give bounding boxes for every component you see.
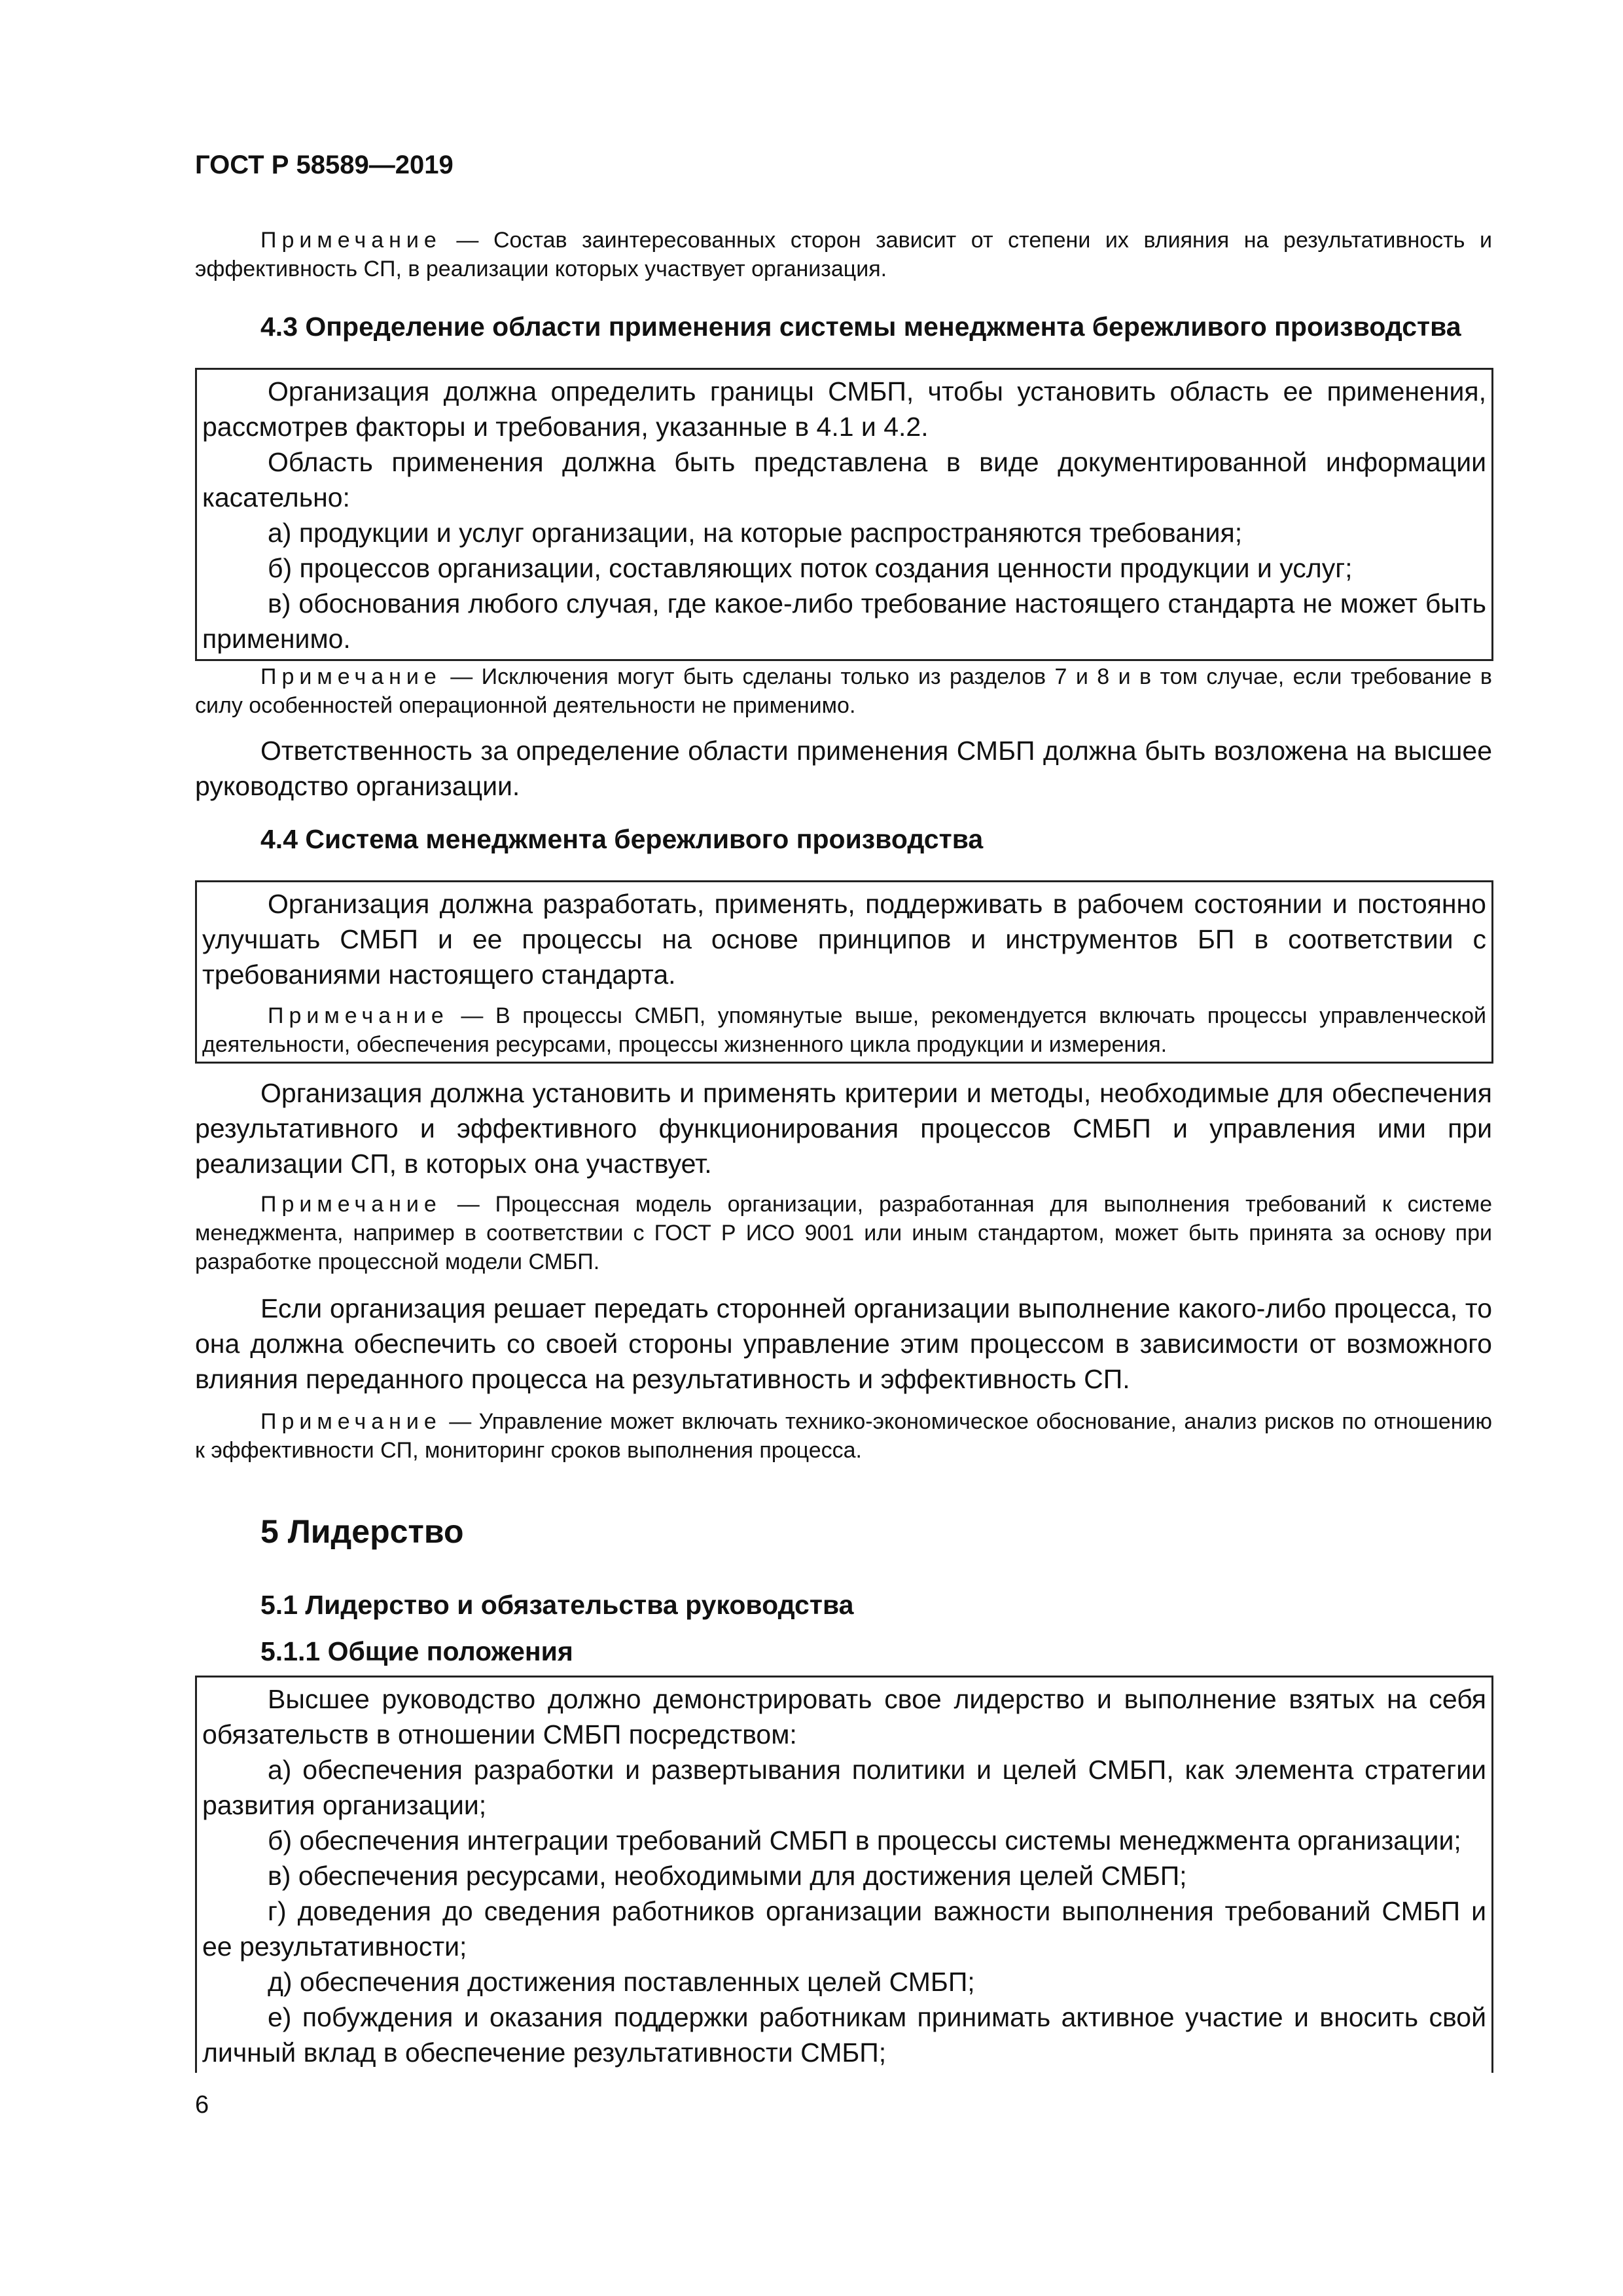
box-paragraph: Организация должна определить границы СМБП, чтобы установить область ее применения, рассмотрев факторы и требования, указанные в 4.1 и 4.2.: [202, 376, 1486, 442]
requirement-box-5-1-1: [195, 1676, 1493, 2073]
list-item: в) обоснования любого случая, где какое-либо требование настоящего стандарта не может быть применимо.: [202, 588, 1486, 654]
list-item: б) обеспечения интеграции требований СМБП в процессы системы менеджмента организации;: [268, 1825, 1461, 1856]
section-5-heading: 5 Лидерство: [260, 1513, 464, 1550]
note-text: — Процессная модель организации, разработанная для выполнения требований к системе менеджмента, например в соответствии с ГОСТ Р ИСО 9001 или иным стандартом, может быть принята за основу при разработке процессной модели СМБП.: [195, 1192, 1492, 1274]
paragraph-criteria: Организация должна установить и применять критерии и методы, необходимые для обеспечения результативного и эффективного функционирования процессов СМБП и управления ими при реализации СП, в которых она участвует.: [195, 1078, 1492, 1179]
note-2: [195, 662, 1492, 720]
section-5-1-heading: 5.1 Лидерство и обязательства руководства: [260, 1590, 854, 1620]
document-header: ГОСТ Р 58589—2019: [195, 151, 454, 179]
section-4-4-heading: 4.4 Система менеджмента бережливого производства: [260, 824, 984, 854]
requirement-box-4-3: [195, 368, 1493, 661]
note-text: — Состав заинтересованных сторон зависит от степени их влияния на результативность и эффективность СП, в реализации которых участвует организация.: [195, 228, 1492, 281]
note-label: Примечание: [260, 1409, 442, 1434]
note-4: [195, 1407, 1492, 1465]
note-label: Примечание: [260, 1192, 442, 1217]
box-paragraph: Организация должна разработать, применять, поддерживать в рабочем состоянии и постоянно улучшать СМБП и ее процессы на основе принципов и инструментов БП в соответствии с требованиями настоящего стандарта.: [202, 889, 1486, 990]
box-paragraph: Высшее руководство должно демонстрировать свое лидерство и выполнение взятых на себя обязательств в отношении СМБП посредством:: [202, 1684, 1486, 1749]
list-item: в) обеспечения ресурсами, необходимыми для достижения целей СМБП;: [268, 1861, 1187, 1891]
list-item: г) доведения до сведения работников организации важности выполнения требований СМБП и ее результативности;: [202, 1896, 1486, 1962]
list-item: б) процессов организации, составляющих поток создания ценности продукции и услуг;: [268, 553, 1353, 583]
section-4-3-heading: 4.3 Определение области применения системы менеджмента бережливого производства: [260, 312, 1461, 342]
note-1: [195, 226, 1492, 283]
requirement-box-4-4: [195, 880, 1493, 1064]
note-text: — В процессы СМБП, упомянутые выше, рекомендуется включать процессы управленческой деятельности, обеспечения ресурсами, процессы жизненного цикла продукции и измерения.: [202, 1003, 1486, 1057]
note-label: Примечание: [260, 664, 442, 689]
note-label: Примечание: [260, 228, 442, 253]
note-text: — Управление может включать технико-экономическое обоснование, анализ рисков по отношению к эффективности СП, мониторинг сроков выполнения процесса.: [195, 1409, 1492, 1463]
list-item: а) обеспечения разработки и развертывания политики и целей СМБП, как элемента стратегии развития организации;: [202, 1755, 1486, 1820]
section-5-1-1-heading: 5.1.1 Общие положения: [260, 1636, 573, 1666]
note-text: — Исключения могут быть сделаны только из разделов 7 и 8 и в том случае, если требование в силу особенностей операционной деятельности не применимо.: [195, 664, 1492, 718]
list-item: е) побуждения и оказания поддержки работникам принимать активное участие и вносить свой личный вклад в обеспечение результативности СМБП;: [202, 2002, 1486, 2068]
list-item: а) продукции и услуг организации, на которые распространяются требования;: [268, 518, 1243, 548]
note-label: Примечание: [268, 1003, 449, 1028]
page-number: 6: [195, 2091, 209, 2119]
list-item: д) обеспечения достижения поставленных целей СМБП;: [268, 1967, 975, 1997]
note-3: [195, 1190, 1492, 1276]
box-paragraph: Область применения должна быть представлена в виде документированной информации касательно:: [202, 447, 1486, 512]
paragraph-outsourcing: Если организация решает передать сторонней организации выполнение какого-либо процесса, то она должна обеспечить со своей стороны управление этим процессом в зависимости от возможного влияния переданного процесса на результативность и эффективность СП.: [195, 1293, 1492, 1394]
paragraph-responsibility: Ответственность за определение области применения СМБП должна быть возложена на высшее руководство организации.: [195, 736, 1492, 801]
